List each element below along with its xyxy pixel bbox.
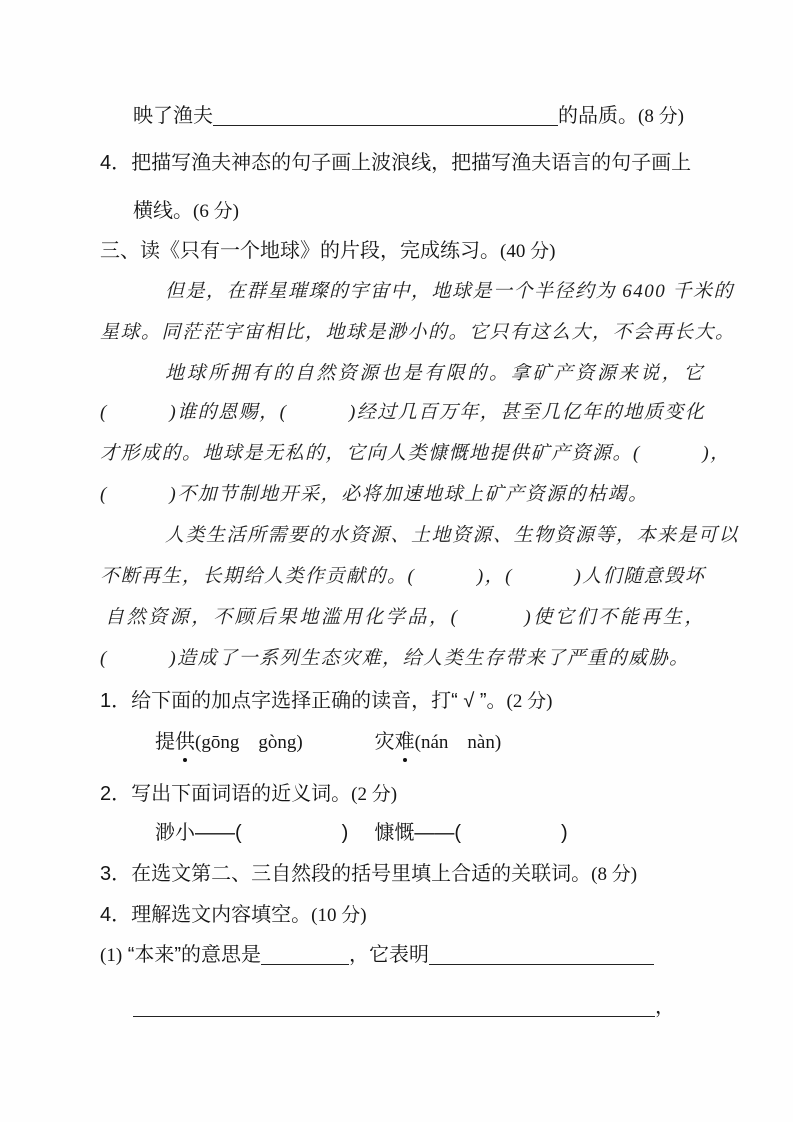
question-3 (100, 859, 637, 890)
question-number: 4． (100, 152, 132, 174)
dotted-char: 难 (395, 727, 415, 757)
continuation-suffix: 的品质。 (558, 105, 638, 127)
question-4-sec2-line2 (133, 196, 239, 227)
word-zainan (375, 731, 502, 753)
question-number: 2． (100, 783, 132, 805)
answer-blank (213, 105, 558, 126)
passage-line (100, 318, 736, 348)
score-label: (2 分) (351, 784, 398, 805)
answer-blank (261, 944, 349, 965)
question-4 (100, 900, 367, 931)
answer-blank (429, 944, 654, 965)
question-text: 写出下面词语的近义词。 (131, 783, 352, 805)
passage-line (100, 644, 690, 674)
passage-line (100, 398, 705, 428)
pinyin-choices (155, 727, 501, 758)
synonym-blanks (155, 818, 568, 848)
question-2 (100, 779, 397, 810)
passage-line (105, 603, 706, 633)
score-label: (40 分) (500, 241, 556, 262)
passage-text: 星球。同茫茫宇宙相比，地球是渺小的。它只有这么大，不会再长大。 (100, 322, 736, 343)
answer-blank (133, 996, 655, 1017)
question-text: 把描写渔夫神态的句子画上波浪线，把描写渔夫语言的句子画上 (131, 152, 692, 174)
score-label: (8 分) (591, 864, 638, 885)
score-label: (8 分) (638, 106, 684, 127)
question-number: 1． (100, 690, 132, 712)
passage-line (165, 277, 734, 307)
continuation-line (133, 101, 684, 132)
question-number: 3． (100, 863, 132, 885)
dotted-char: 供 (175, 727, 195, 757)
question-text: 横线。 (133, 200, 193, 222)
pinyin-options: (nán nàn) (414, 732, 502, 753)
question-number: 4． (100, 904, 132, 926)
synonym-pair: 慷慨——( ) (374, 822, 568, 844)
question-text: 理解选文内容填空。 (131, 904, 312, 926)
passage-text: 地球所拥有的自然资源也是有限的。拿矿产资源来说，它 (165, 363, 706, 384)
passage-text: 但是，在群星璀璨的宇宙中，地球是一个半径约为 6400 千米的 (165, 281, 735, 302)
passage-line (100, 480, 649, 510)
passage-text: 才形成的。地球是无私的，它向人类慷慨地提供矿产资源。( )， (100, 443, 731, 464)
fill-text: ，它表明 (349, 944, 430, 966)
word-tigong (155, 731, 303, 753)
passage-text: 自然资源，不顾后果地滥用化学品，( )使它们不能再生， (105, 607, 707, 628)
section-title: 三、读《只有一个地球》的片段，完成练习。 (100, 240, 500, 262)
question-text: 在选文第二、三自然段的括号里填上合适的关联词。 (131, 863, 592, 885)
score-label: (10 分) (311, 905, 367, 926)
passage-line (100, 439, 731, 469)
continuation-prefix: 映了渔夫 (133, 105, 213, 127)
passage-text: ( )造成了一系列生态灾难，给人类生存带来了严重的威胁。 (100, 648, 690, 669)
pinyin-options: (gōng gòng) (195, 732, 303, 753)
score-label: (2 分) (506, 691, 553, 712)
fill-in-line2 (133, 992, 675, 1022)
passage-text: ( )谁的恩赐，( )经过几百万年，甚至几亿年的地质变化 (100, 402, 706, 423)
sub-question-label: (1) (100, 945, 123, 966)
passage-line (100, 562, 705, 592)
passage-line (165, 521, 739, 551)
question-1 (100, 686, 552, 717)
synonym-pair: 渺小——( ) (155, 822, 349, 844)
question-4-sec2-line1 (100, 148, 691, 178)
fill-text: ， (655, 996, 675, 1018)
question-text: 给下面的加点字选择正确的读音，打“ √ ”。 (131, 690, 507, 712)
passage-text: 人类生活所需要的水资源、土地资源、生物资源等，本来是可以 (165, 525, 740, 546)
passage-line (165, 359, 705, 389)
passage-text: 不断再生，长期给人类作贡献的。( )，( )人们随意毁坏 (100, 566, 706, 587)
passage-text: ( )不加节制地开采，必将加速地球上矿产资源的枯竭。 (100, 484, 649, 505)
char: 提 (155, 731, 175, 753)
score-label: (6 分) (193, 201, 239, 222)
fill-in-line1 (100, 940, 654, 971)
fill-text: “本来”的意思是 (127, 944, 262, 966)
char: 灾 (374, 731, 395, 753)
section-heading (100, 236, 555, 267)
